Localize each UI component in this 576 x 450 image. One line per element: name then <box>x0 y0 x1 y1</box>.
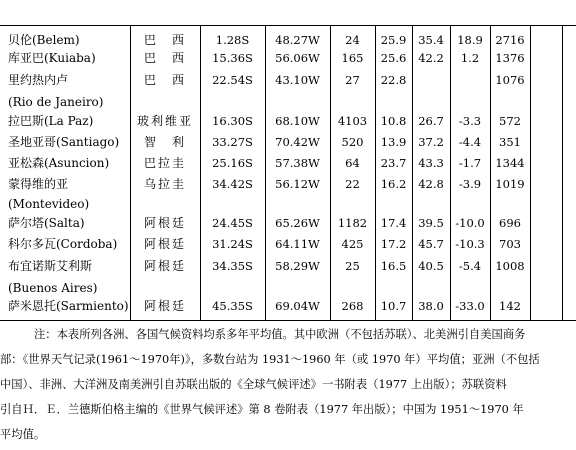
column-divider <box>265 25 266 320</box>
min-temp-cell: -5.4 <box>458 259 482 273</box>
mean-temp-cell: 22.8 <box>380 73 407 87</box>
min-temp-cell: -1.7 <box>458 156 482 170</box>
station-name-cell: 里约热内卢 <box>8 73 69 87</box>
footnote-line: 注：本表所列各洲、各国气候资料均系多年平均值。其中欧洲（不包括苏联）、北美洲引自美国商务 <box>34 328 526 341</box>
longitude-cell: 69.04W <box>275 299 320 313</box>
precipitation-cell: 1019 <box>495 177 525 191</box>
column-divider <box>562 25 563 320</box>
altitude-cell: 24 <box>345 33 360 47</box>
precipitation-cell: 1344 <box>495 156 525 170</box>
footnote-line: 引自Ｈ．Ｅ．兰德斯伯格主编的《世界气候评述》第 8 卷附表（1977 年出版）；中国为 1951～1970 年 <box>0 403 524 416</box>
latitude-cell: 33.27S <box>212 135 253 149</box>
min-temp-cell: -10.0 <box>455 216 485 230</box>
country-cell: 巴 西 <box>143 33 186 47</box>
station-name-cell: 亚松森(Asuncion) <box>8 156 110 170</box>
mean-temp-cell: 25.6 <box>380 51 407 65</box>
precipitation-cell: 696 <box>499 216 521 230</box>
min-temp-cell: -33.0 <box>455 299 485 313</box>
country-cell: 巴拉圭 <box>143 156 186 170</box>
footnote-line: 平均值。 <box>0 428 46 441</box>
max-temp-cell: 43.3 <box>418 156 444 170</box>
station-name-cell: 贝伦(Belem) <box>8 33 80 47</box>
precipitation-cell: 572 <box>499 114 521 128</box>
altitude-cell: 27 <box>345 73 360 87</box>
mean-temp-cell: 16.5 <box>380 259 407 273</box>
mean-temp-cell: 10.7 <box>380 299 407 313</box>
station-name-cell: 库亚巴(Kuiaba) <box>8 51 96 65</box>
latitude-cell: 22.54S <box>212 73 253 87</box>
mean-temp-cell: 25.9 <box>380 33 407 47</box>
footnote-line: 部：《世界天气记录(1961～1970年)》，多数台站为 1931～1960 年（或 1970 年）平均值；亚洲（不包括 <box>0 353 540 366</box>
longitude-cell: 56.06W <box>275 51 320 65</box>
mean-temp-cell: 13.9 <box>380 135 407 149</box>
latitude-cell: 31.24S <box>212 237 253 251</box>
latitude-cell: 15.36S <box>212 51 253 65</box>
precipitation-cell: 1008 <box>495 259 525 273</box>
max-temp-cell: 35.4 <box>418 33 444 47</box>
country-cell: 巴 西 <box>143 51 186 65</box>
column-divider <box>130 25 131 320</box>
longitude-cell: 58.29W <box>275 259 320 273</box>
altitude-cell: 165 <box>341 51 364 65</box>
altitude-cell: 1182 <box>337 216 368 230</box>
altitude-cell: 64 <box>345 156 360 170</box>
precipitation-cell: 351 <box>499 135 521 149</box>
column-divider <box>412 25 413 320</box>
column-divider <box>330 25 331 320</box>
mean-temp-cell: 17.2 <box>380 237 407 251</box>
column-divider <box>450 25 451 320</box>
table-footnote <box>0 322 576 447</box>
max-temp-cell: 39.5 <box>418 216 444 230</box>
max-temp-cell: 26.7 <box>418 114 444 128</box>
mean-temp-cell: 23.7 <box>380 156 407 170</box>
table-bottom-border <box>0 320 576 321</box>
column-divider <box>375 25 376 320</box>
column-divider <box>490 25 491 320</box>
station-name-cell: 圣地亚哥(Santiago) <box>8 135 120 149</box>
country-cell: 阿根廷 <box>143 216 186 230</box>
latitude-cell: 1.28S <box>215 33 250 47</box>
altitude-cell: 520 <box>341 135 364 149</box>
precipitation-cell: 142 <box>499 299 521 313</box>
country-cell: 阿根廷 <box>143 299 186 313</box>
longitude-cell: 70.42W <box>275 135 320 149</box>
country-cell: 巴 西 <box>143 73 186 87</box>
footnote-line: 中国）、非洲、大洋洲及南美洲引自苏联出版的《全球气候评述》一书附表（1977 上出版）；苏联资料 <box>0 378 507 391</box>
max-temp-cell: 38.0 <box>418 299 444 313</box>
station-name-cell: (Buenos Aires) <box>8 281 98 295</box>
min-temp-cell: -3.3 <box>458 114 482 128</box>
column-divider <box>530 25 531 320</box>
country-cell: 阿根廷 <box>143 237 186 251</box>
altitude-cell: 425 <box>341 237 364 251</box>
mean-temp-cell: 10.8 <box>380 114 407 128</box>
country-cell: 阿根廷 <box>143 259 186 273</box>
max-temp-cell: 42.8 <box>418 177 444 191</box>
max-temp-cell: 45.7 <box>418 237 444 251</box>
longitude-cell: 56.12W <box>275 177 320 191</box>
longitude-cell: 43.10W <box>275 73 320 87</box>
min-temp-cell: -3.9 <box>458 177 482 191</box>
precipitation-cell: 1076 <box>495 73 525 87</box>
max-temp-cell: 40.5 <box>418 259 444 273</box>
precipitation-cell: 703 <box>499 237 521 251</box>
altitude-cell: 4103 <box>337 114 368 128</box>
country-cell: 智 利 <box>143 135 186 149</box>
station-name-cell: 萨米恩托(Sarmiento) <box>8 299 129 313</box>
min-temp-cell: 1.2 <box>460 51 480 65</box>
longitude-cell: 68.10W <box>275 114 320 128</box>
min-temp-cell: -4.4 <box>458 135 482 149</box>
station-name-cell: (Montevideo) <box>8 197 90 211</box>
station-name-cell: 拉巴斯(La Paz) <box>8 114 94 128</box>
latitude-cell: 16.30S <box>212 114 253 128</box>
longitude-cell: 57.38W <box>275 156 320 170</box>
station-name-cell: (Rio de Janeiro) <box>8 95 104 109</box>
altitude-cell: 22 <box>345 177 360 191</box>
longitude-cell: 64.11W <box>275 237 320 251</box>
station-name-cell: 科尔多瓦(Cordoba) <box>8 237 118 251</box>
station-name-cell: 蒙得维的亚 <box>8 177 69 191</box>
min-temp-cell: 18.9 <box>457 33 483 47</box>
latitude-cell: 34.42S <box>212 177 253 191</box>
latitude-cell: 34.35S <box>212 259 253 273</box>
precipitation-cell: 2716 <box>495 33 525 47</box>
country-cell: 玻利维亚 <box>136 114 193 128</box>
max-temp-cell: 42.2 <box>418 51 444 65</box>
latitude-cell: 25.16S <box>212 156 253 170</box>
altitude-cell: 268 <box>341 299 364 313</box>
latitude-cell: 45.35S <box>212 299 253 313</box>
station-name-cell: 萨尔塔(Salta) <box>8 216 85 230</box>
station-name-cell: 布宜诺斯艾利斯 <box>8 259 93 273</box>
country-cell: 乌拉圭 <box>143 177 186 191</box>
mean-temp-cell: 17.4 <box>380 216 407 230</box>
latitude-cell: 24.45S <box>212 216 253 230</box>
longitude-cell: 65.26W <box>275 216 320 230</box>
longitude-cell: 48.27W <box>275 33 320 47</box>
precipitation-cell: 1376 <box>495 51 525 65</box>
column-divider <box>200 25 201 320</box>
mean-temp-cell: 16.2 <box>380 177 407 191</box>
altitude-cell: 25 <box>345 259 360 273</box>
max-temp-cell: 37.2 <box>418 135 444 149</box>
min-temp-cell: -10.3 <box>455 237 485 251</box>
